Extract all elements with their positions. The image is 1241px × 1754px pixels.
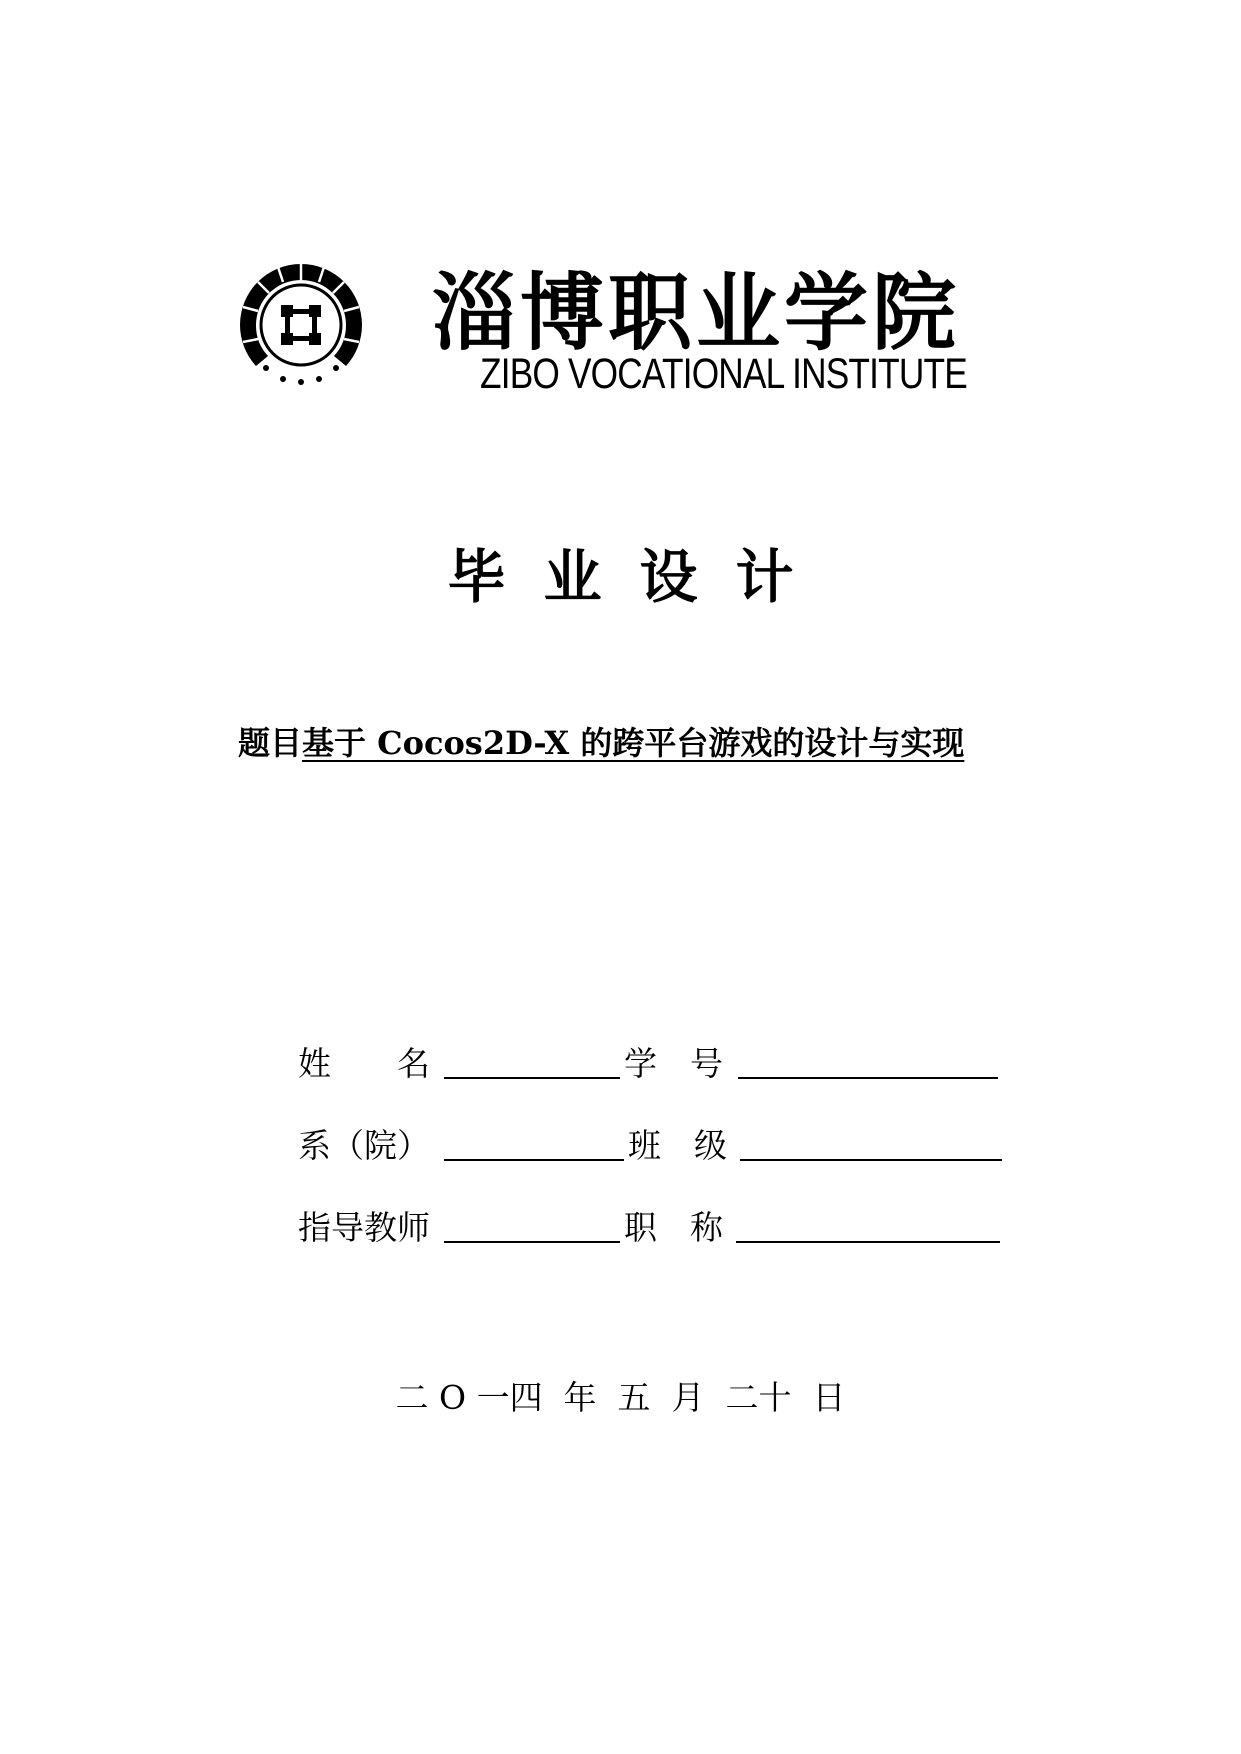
department-field[interactable] [444, 1158, 624, 1161]
field-row-department [298, 1120, 1018, 1170]
title-rank-label: 职 称 [624, 1208, 723, 1247]
name-label: 姓 名 [298, 1044, 430, 1083]
name-field[interactable] [444, 1076, 620, 1079]
thesis-title: 基于 Cocos2D-X 的跨平台游戏的设计与实现 [302, 724, 965, 762]
advisor-label: 指导教师 [298, 1208, 430, 1247]
submission-date: 二 O 一四 年 五 月 二十 日 [395, 1378, 846, 1417]
field-row-advisor [298, 1202, 1018, 1252]
department-label: 系（院） [298, 1126, 430, 1165]
advisor-field[interactable] [444, 1240, 620, 1243]
institute-name-en: ZIBO VOCATIONAL INSTITUTE [480, 350, 967, 398]
title-label: 题目 [238, 724, 303, 762]
document-heading: 毕业设计 [447, 543, 832, 611]
class-label: 班 级 [628, 1126, 727, 1165]
student-id-label: 学 号 [624, 1044, 723, 1083]
class-field[interactable] [740, 1158, 1002, 1161]
field-row-name [298, 1038, 1018, 1088]
institute-name-cn: 淄博职业学院 [432, 263, 961, 362]
student-id-field[interactable] [738, 1076, 998, 1079]
thesis-title-line [238, 718, 964, 764]
title-rank-field[interactable] [736, 1240, 1000, 1243]
institute-emblem-icon [238, 262, 364, 388]
institute-wordmark-cn [432, 262, 962, 362]
